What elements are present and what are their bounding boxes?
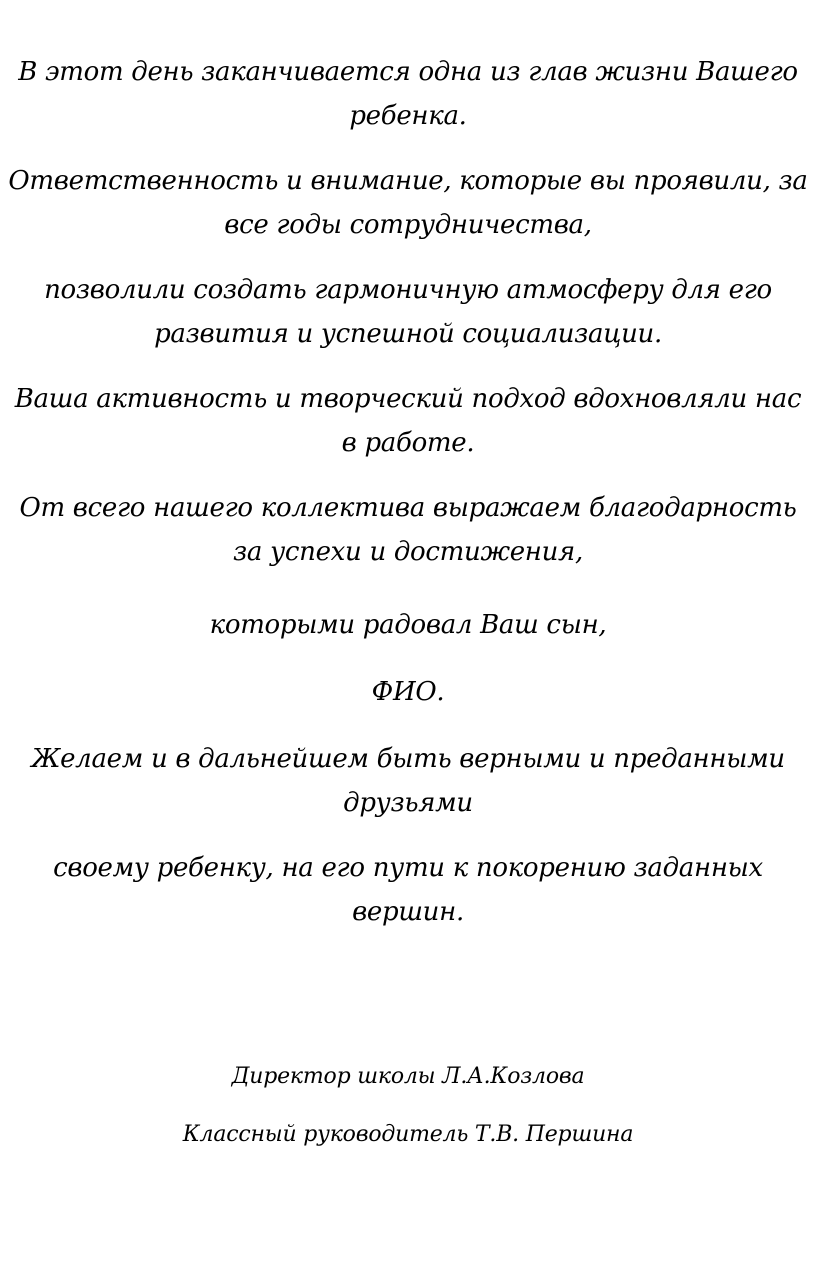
text-line: В этот день заканчивается одна из глав жизни Вашего — [18, 57, 798, 87]
paragraph-gratitude — [0, 486, 816, 574]
text-line: ФИО. — [371, 677, 445, 707]
paragraph-harmony — [0, 268, 816, 356]
text-line: Желаем и в дальнейшем быть верными и преданными — [31, 744, 785, 774]
text-line: развития и успешной социализации. — [154, 319, 662, 349]
text-line: Ответственность и внимание, которые вы проявили, за — [8, 166, 808, 196]
signature-class-teacher: Классный руководитель Т.В. Першина — [182, 1122, 634, 1147]
paragraph-end-of-chapter — [0, 50, 816, 138]
paragraph-fio — [0, 670, 816, 714]
text-line: Ваша активность и творческий подход вдохновляли нас — [14, 384, 802, 414]
text-line: ребенка. — [349, 101, 467, 131]
text-line: вершин. — [352, 897, 464, 927]
text-line: которыми радовал Ваш сын, — [209, 610, 607, 640]
text-line: за успехи и достижения, — [233, 537, 583, 567]
paragraph-activity — [0, 377, 816, 465]
text-line: все годы сотрудничества, — [224, 210, 592, 240]
paragraph-wishes — [0, 737, 816, 825]
text-line: позволили создать гармоничную атмосферу для его — [44, 275, 772, 305]
paragraph-peaks — [0, 846, 816, 934]
text-line: в работе. — [341, 428, 475, 458]
text-line: друзьями — [343, 788, 473, 818]
text-line: своему ребенку, на его пути к покорению заданных — [53, 853, 763, 883]
paragraph-son — [0, 603, 816, 647]
signature-director: Директор школы Л.А.Козлова — [231, 1064, 585, 1089]
paragraph-responsibility — [0, 159, 816, 247]
text-line: От всего нашего коллектива выражаем благодарность — [19, 493, 797, 523]
